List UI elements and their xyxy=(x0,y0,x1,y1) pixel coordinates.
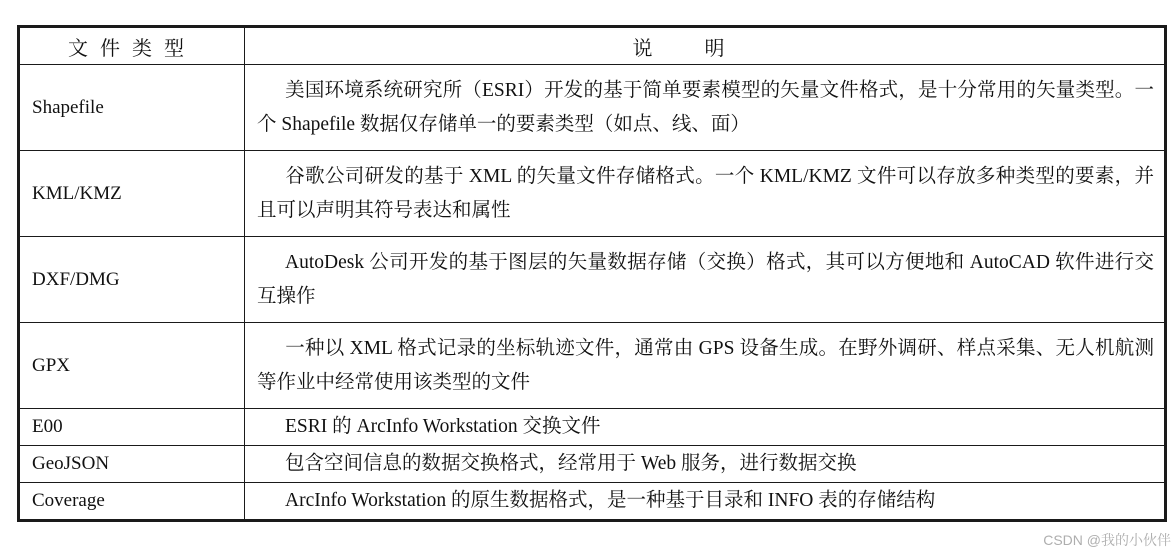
header-description: 说明 xyxy=(245,28,1165,65)
row-type-e00: E00 xyxy=(20,409,245,446)
row-desc-text: 一种以 XML 格式记录的坐标轨迹文件，通常由 GPS 设备生成。在野外调研、样点采集、无人机航测等作业中经常使用该类型的文件 xyxy=(257,337,1154,393)
header-file-type: 文件类型 xyxy=(20,28,245,65)
format-table xyxy=(19,27,1165,520)
table-row xyxy=(20,483,1165,520)
row-desc-gpx xyxy=(245,323,1165,409)
row-type-kml: KML/KMZ xyxy=(20,151,245,237)
table-row xyxy=(20,409,1165,446)
row-desc-text: AutoDesk 公司开发的基于图层的矢量数据存储（交换）格式，其可以方便地和 AutoCAD 软件进行交互操作 xyxy=(257,251,1154,307)
file-format-table xyxy=(17,25,1167,522)
row-desc-e00 xyxy=(245,409,1165,446)
row-desc-geojson xyxy=(245,446,1165,483)
table-header-row xyxy=(20,28,1165,65)
row-desc-dxf xyxy=(245,237,1165,323)
row-type-shapefile: Shapefile xyxy=(20,65,245,151)
table-row xyxy=(20,323,1165,409)
table-row xyxy=(20,237,1165,323)
row-desc-shapefile xyxy=(245,65,1165,151)
row-desc-text: 包含空间信息的数据交换格式，经常用于 Web 服务，进行数据交换 xyxy=(285,453,857,474)
row-type-coverage: Coverage xyxy=(20,483,245,520)
row-type-dxf: DXF/DMG xyxy=(20,237,245,323)
row-desc-text: ESRI 的 ArcInfo Workstation 交换文件 xyxy=(285,416,601,437)
table-row xyxy=(20,151,1165,237)
table-row xyxy=(20,446,1165,483)
row-desc-text: 美国环境系统研究所（ESRI）开发的基于简单要素模型的矢量文件格式，是十分常用的矢量类型。一个 Shapefile 数据仅存储单一的要素类型（如点、线、面） xyxy=(257,79,1154,135)
row-type-gpx: GPX xyxy=(20,323,245,409)
row-desc-coverage xyxy=(245,483,1165,520)
row-desc-text: 谷歌公司研发的基于 XML 的矢量文件存储格式。一个 KML/KMZ 文件可以存放多种类型的要素，并且可以声明其符号表达和属性 xyxy=(257,165,1154,221)
row-desc-kml xyxy=(245,151,1165,237)
table-row xyxy=(20,65,1165,151)
watermark: CSDN @我的小伙伴 xyxy=(1043,532,1171,548)
row-type-geojson: GeoJSON xyxy=(20,446,245,483)
row-desc-text: ArcInfo Workstation 的原生数据格式，是一种基于目录和 INFO 表的存储结构 xyxy=(285,490,936,511)
